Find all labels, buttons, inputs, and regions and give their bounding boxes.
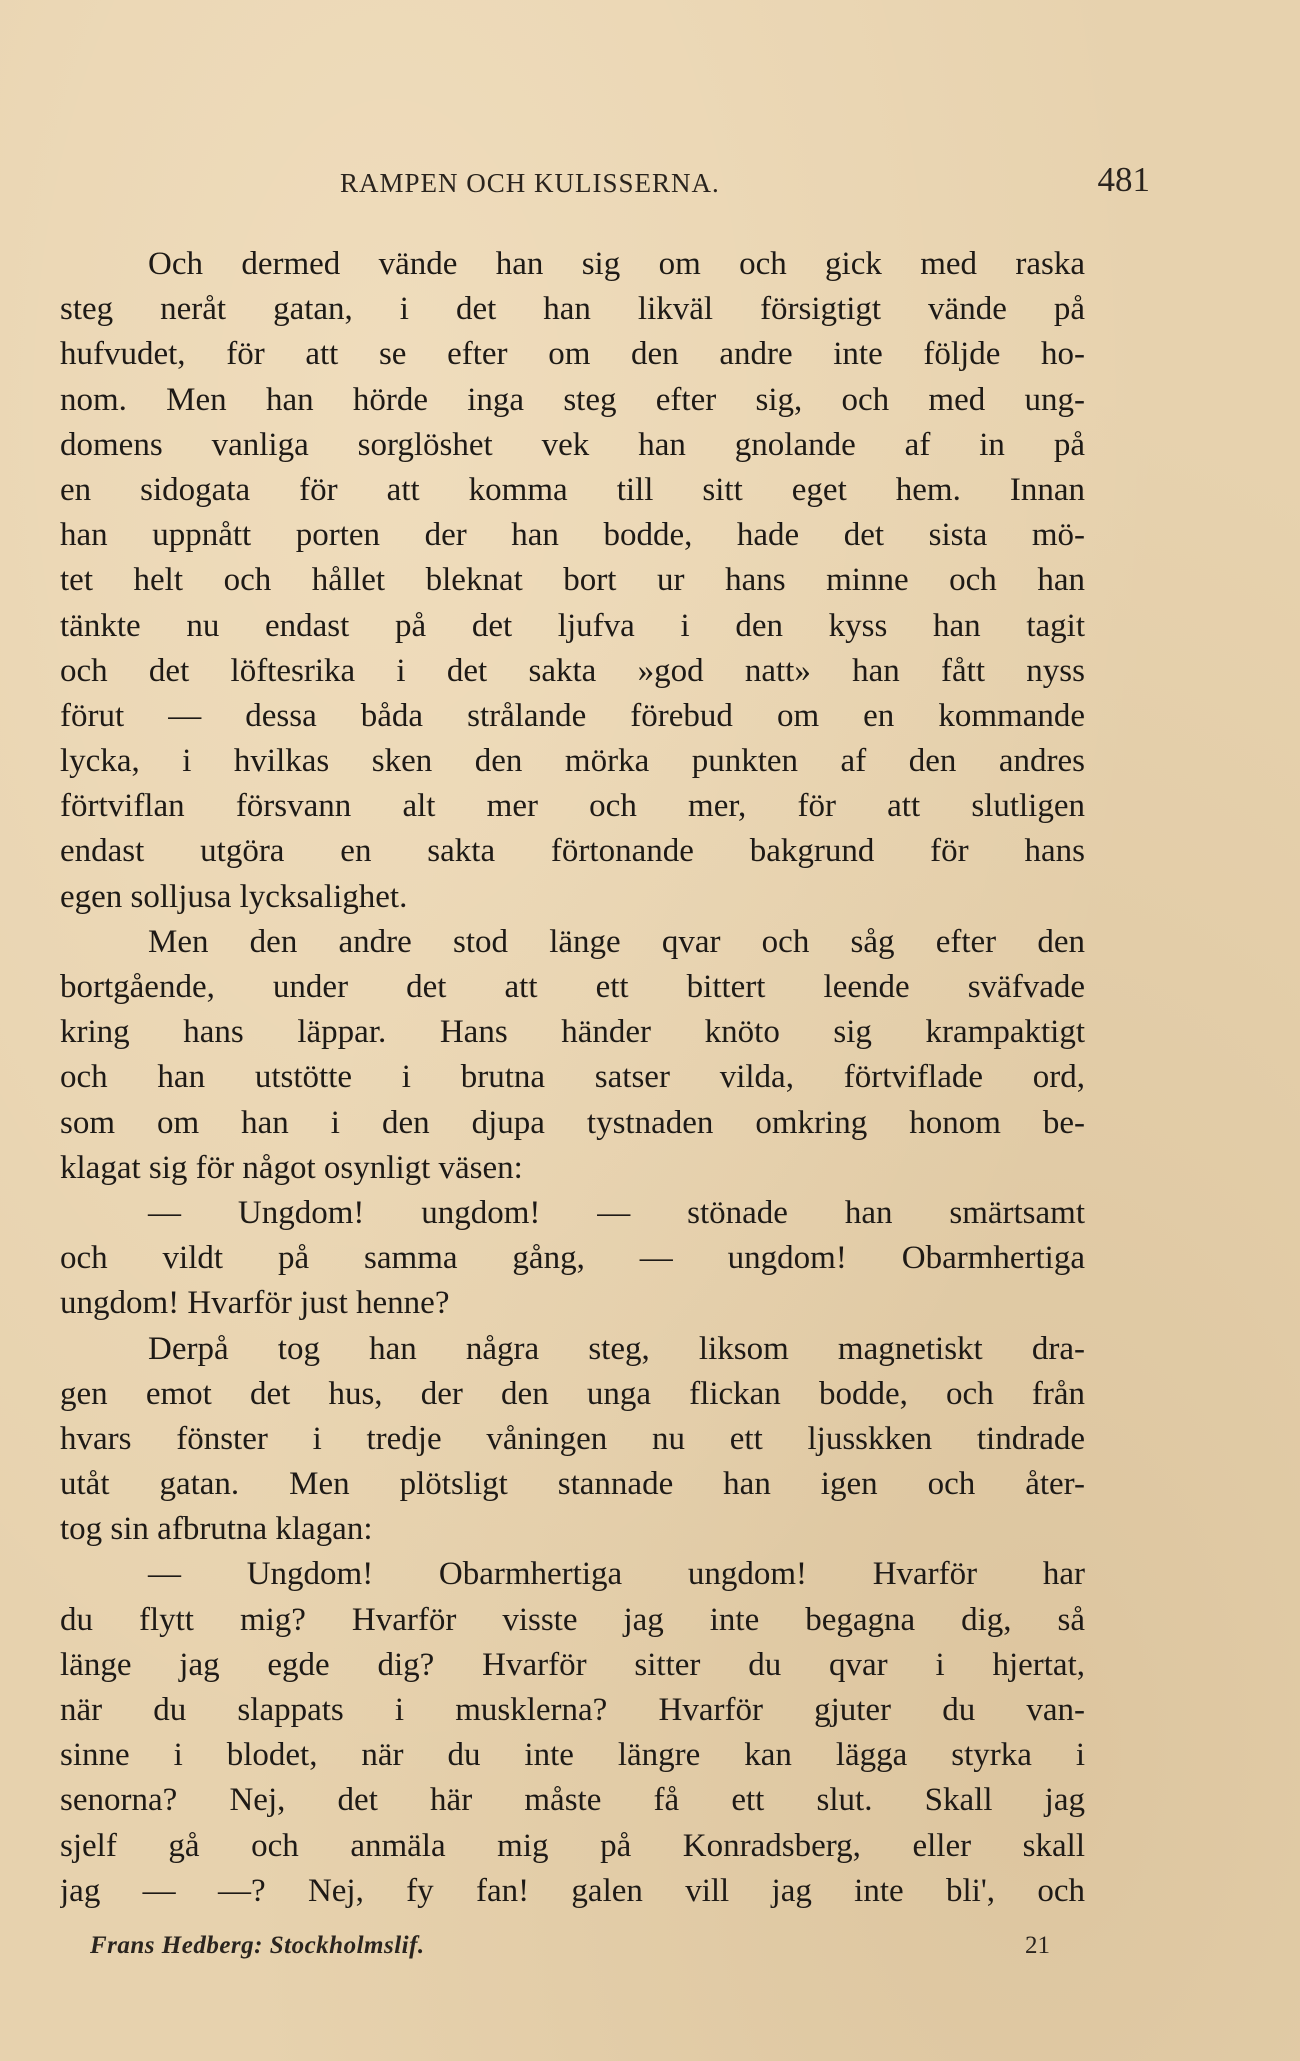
text-line: Men den andre stod länge qvar och såg efter den [148,923,1085,960]
text-line: lycka, i hvilkas sken den mörka punkten af den andres [60,743,1085,780]
text-line: kring hans läppar. Hans händer knöto sig krampaktigt [60,1014,1085,1051]
text-line: klagat sig för något osynligt väsen: [60,1149,523,1186]
printer-signature: Frans Hedberg: Stockholmslif. [90,1932,425,1959]
running-title: RAMPEN OCH KULISSERNA. [340,168,720,198]
text-line: länge jag egde dig? Hvarför sitter du qvar i hjertat, [60,1646,1085,1683]
text-line: och det löftesrika i det sakta »god natt» han fått nyss [60,652,1085,689]
text-line: förut — dessa båda strålande förebud om en kommande [60,697,1085,734]
text-line: — Ungdom! Obarmhertiga ungdom! Hvarför har [148,1556,1085,1593]
text-line: utåt gatan. Men plötsligt stannade han igen och åter- [60,1466,1085,1503]
text-line: — Ungdom! ungdom! — stönade han smärtsamt [148,1194,1085,1231]
text-line: Derpå tog han några steg, liksom magnetiskt dra- [148,1330,1085,1367]
text-line: hufvudet, för att se efter om den andre inte följde ho- [60,336,1085,373]
text-line: domens vanliga sorglöshet vek han gnolande af in på [60,426,1085,463]
text-line: ungdom! Hvarför just henne? [60,1285,450,1322]
text-line: en sidogata för att komma till sitt eget hem. Innan [60,471,1085,508]
text-line: och han utstötte i brutna satser vilda, förtviflade ord, [60,1059,1085,1096]
text-line: han uppnått porten der han bodde, hade det sista mö- [60,517,1085,554]
text-line: Och dermed vände han sig om och gick med raska [148,246,1085,282]
page-number: 481 [1097,160,1150,199]
text-line: steg neråt gatan, i det han likväl försigtigt vände på [60,291,1085,328]
text-line: tänkte nu endast på det ljufva i den kyss han tagit [60,607,1085,644]
text-line: jag — —? Nej, fy fan! galen vill jag inte bli', och [60,1872,1085,1909]
text-line: och vildt på samma gång, — ungdom! Obarmhertiga [60,1240,1085,1277]
text-line: bortgående, under det att ett bittert leende sväfvade [60,969,1085,1005]
text-line: sinne i blodet, när du inte längre kan lägga styrka i [60,1737,1085,1774]
text-line: gen emot det hus, der den unga flickan bodde, och från [60,1375,1085,1412]
page-footer [90,1932,1050,1972]
text-line: som om han i den djupa tystnaden omkring honom be- [60,1104,1085,1141]
text-line: tog sin afbrutna klagan: [60,1511,373,1548]
text-line: tet helt och hållet bleknat bort ur hans minne och han [60,562,1085,599]
text-line: sjelf gå och anmäla mig på Konradsberg, eller skall [60,1827,1085,1864]
page-header [60,160,1150,208]
text-line: du flytt mig? Hvarför visste jag inte begagna dig, så [60,1601,1085,1638]
text-line: endast utgöra en sakta förtonande bakgrund för hans [60,833,1085,870]
text-line: när du slappats i musklerna? Hvarför gjuter du van- [60,1692,1085,1728]
text-line: senorna? Nej, det här måste få ett slut. Skall jag [60,1782,1085,1819]
text-line: förtviflan försvann alt mer och mer, för att slutligen [60,788,1085,825]
text-line: nom. Men han hörde inga steg efter sig, och med ung- [60,381,1085,418]
text-line: hvars fönster i tredje våningen nu ett ljusskken tindrade [60,1420,1085,1457]
signature-mark: 21 [1025,1932,1050,1959]
text-line: egen solljusa lycksalighet. [60,878,408,915]
body-text [60,242,1085,1914]
